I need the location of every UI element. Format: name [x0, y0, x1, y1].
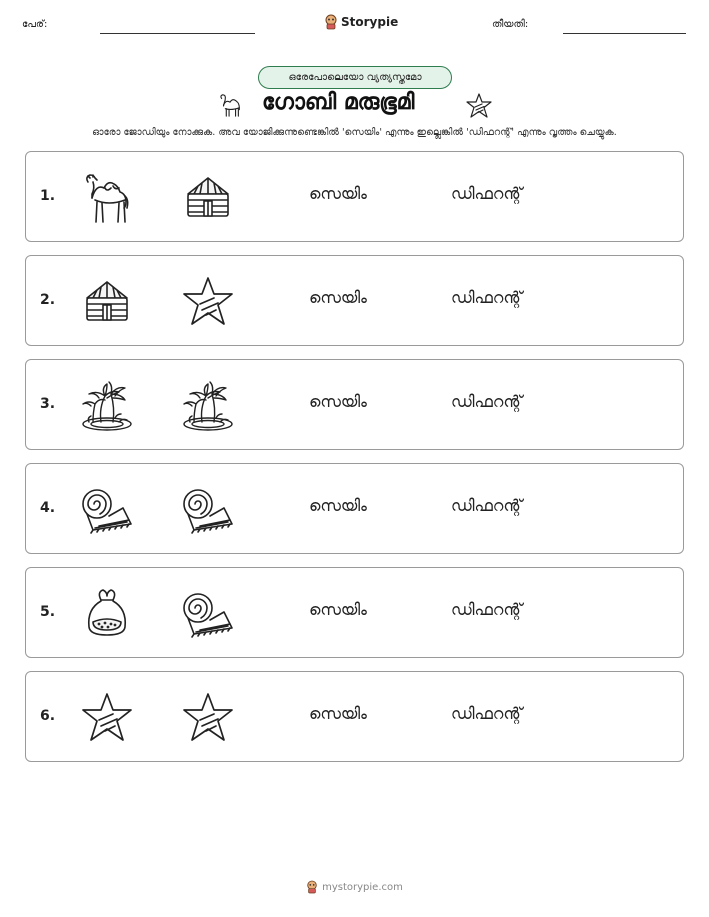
yurt-icon	[180, 170, 236, 226]
question-row-6	[25, 671, 684, 762]
date-label: തീയതി:	[492, 19, 529, 30]
date-field-line[interactable]	[563, 33, 686, 34]
same-option[interactable]: സെയിം	[309, 288, 367, 307]
yurt-icon	[79, 274, 135, 330]
same-option[interactable]: സെയിം	[309, 184, 367, 203]
page-title: ഗോബി മരുഭൂമി	[262, 90, 415, 115]
brand-logo	[324, 14, 398, 30]
footer	[0, 880, 709, 894]
storypie-mascot-icon	[306, 880, 318, 894]
row-number: 6.	[40, 708, 56, 724]
star-icon	[180, 274, 236, 330]
oasis-icon	[79, 378, 135, 434]
rug-roll-icon	[180, 586, 236, 642]
question-row-5	[25, 567, 684, 658]
different-option[interactable]: ഡിഫറന്റ്	[451, 288, 523, 307]
question-row-4	[25, 463, 684, 554]
title-star-icon	[464, 91, 494, 125]
question-row-3	[25, 359, 684, 450]
row-number: 2.	[40, 292, 56, 308]
sand-bag-icon	[79, 586, 135, 642]
same-option[interactable]: സെയിം	[309, 704, 367, 723]
different-option[interactable]: ഡിഫറന്റ്	[451, 600, 523, 619]
different-option[interactable]: ഡിഫറന്റ്	[451, 392, 523, 411]
storypie-mascot-icon	[324, 14, 338, 30]
brand-name: Storypie	[341, 15, 399, 29]
row-number: 4.	[40, 500, 56, 516]
different-option[interactable]: ഡിഫറന്റ്	[451, 184, 523, 203]
oasis-icon	[180, 378, 236, 434]
question-row-2	[25, 255, 684, 346]
same-option[interactable]: സെയിം	[309, 392, 367, 411]
star-icon	[180, 690, 236, 746]
camel-icon	[79, 170, 135, 226]
name-field-line[interactable]	[100, 33, 255, 34]
question-row-1	[25, 151, 684, 242]
same-option[interactable]: സെയിം	[309, 496, 367, 515]
rug-roll-icon	[180, 482, 236, 538]
row-number: 5.	[40, 604, 56, 620]
rug-roll-icon	[79, 482, 135, 538]
subtitle-badge	[258, 66, 452, 89]
subtitle-text: ഒരേപോലെയോ വ്യത്യസ്തമോ	[288, 72, 422, 83]
footer-site-link[interactable]: mystorypie.com	[322, 881, 403, 893]
row-number: 3.	[40, 396, 56, 412]
star-icon	[79, 690, 135, 746]
instructions-text: ഓരോ ജോഡിയും നോക്കുക. അവ യോജിക്കുന്നുണ്ടെങ്കിൽ 'സെയിം' എന്നും ഇല്ലെങ്കിൽ 'ഡിഫറന്റ്' എന്നും വൃത്തം ചെയ്യുക.	[92, 127, 617, 138]
different-option[interactable]: ഡിഫറന്റ്	[451, 496, 523, 515]
title-camel-icon	[216, 92, 244, 122]
different-option[interactable]: ഡിഫറന്റ്	[451, 704, 523, 723]
row-number: 1.	[40, 188, 56, 204]
name-label: പേര്:	[22, 19, 48, 30]
same-option[interactable]: സെയിം	[309, 600, 367, 619]
